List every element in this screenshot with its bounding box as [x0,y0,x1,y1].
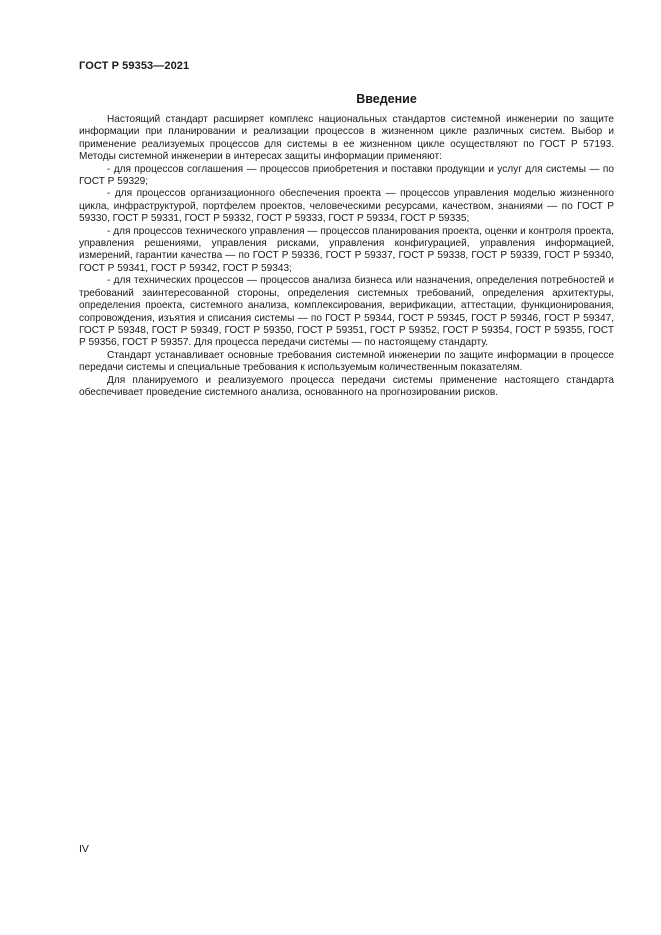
paragraph-standard-benefit: Для планируемого и реализуемого процесса передачи системы применение настоящего стандарта обеспечивает проведение системного анализа, основанного на прогнозировании рисков. [79,374,614,398]
paragraph-standard-scope: Стандарт устанавливает основные требования системной инженерии по защите информации в процессе передачи системы и специальные требования к используемым количественным показателям. [79,349,614,374]
paragraph-technical-processes: - для технических процессов — процессов анализа бизнеса или назначения, определения потребностей и требований заинтересованной стороны, определения системных требований, определения архитектуры, определения проекта, системного анализа, комплексирования, верификации, аттестации, функционирования, сопровождения, изъятия и списания системы — по ГОСТ Р 59344, ГОСТ Р 59345, ГОСТ Р 59346, ГОСТ Р 59347, ГОСТ Р 59348, ГОСТ Р 59349, ГОСТ Р 59350, ГОСТ Р 59351, ГОСТ Р 59352, ГОСТ Р 59354, ГОСТ Р 59355, ГОСТ Р 59356, ГОСТ Р 59357. Для процесса передачи системы — по настоящему стандарту. [79,275,614,349]
paragraph-technical-management-processes: - для процессов технического управления — процессов планирования проекта, оценки и контроля проекта, управления решениями, управления рисками, управления конфигурацией, управления информацией, измерений, гарантии качества — по ГОСТ Р 59336, ГОСТ Р 59337, ГОСТ Р 59338, ГОСТ Р 59339, ГОСТ Р 59340, ГОСТ Р 59341, ГОСТ Р 59342, ГОСТ Р 59343; [79,225,614,274]
section-title: Введение [356,92,417,106]
paragraph-intro: Настоящий стандарт расширяет комплекс национальных стандартов системной инженерии по защите информации при планировании и реализации процессов в жизненном цикле различных систем. Выбор и применение реализуемых процессов для системы в ее жизненном цикле осуществляют по ГОСТ Р 57193. Методы системной инженерии в интересах защиты информации применяют: [79,114,614,163]
page-number: IV [79,843,89,855]
paragraph-agreement-processes: - для процессов соглашения — процессов приобретения и поставки продукции и услуг для системы — по ГОСТ Р 59329; [79,163,614,188]
section-body [79,114,614,399]
standard-id-header: ГОСТ Р 59353—2021 [79,60,190,72]
paragraph-organizational-processes: - для процессов организационного обеспечения проекта — процессов управления моделью жизненного цикла, инфраструктурой, портфелем проектов, человеческими ресурсами, качеством, знаниями — по ГОСТ Р 59330, ГОСТ Р 59331, ГОСТ Р 59332, ГОСТ Р 59333, ГОСТ Р 59334, ГОСТ Р 59335; [79,188,614,225]
